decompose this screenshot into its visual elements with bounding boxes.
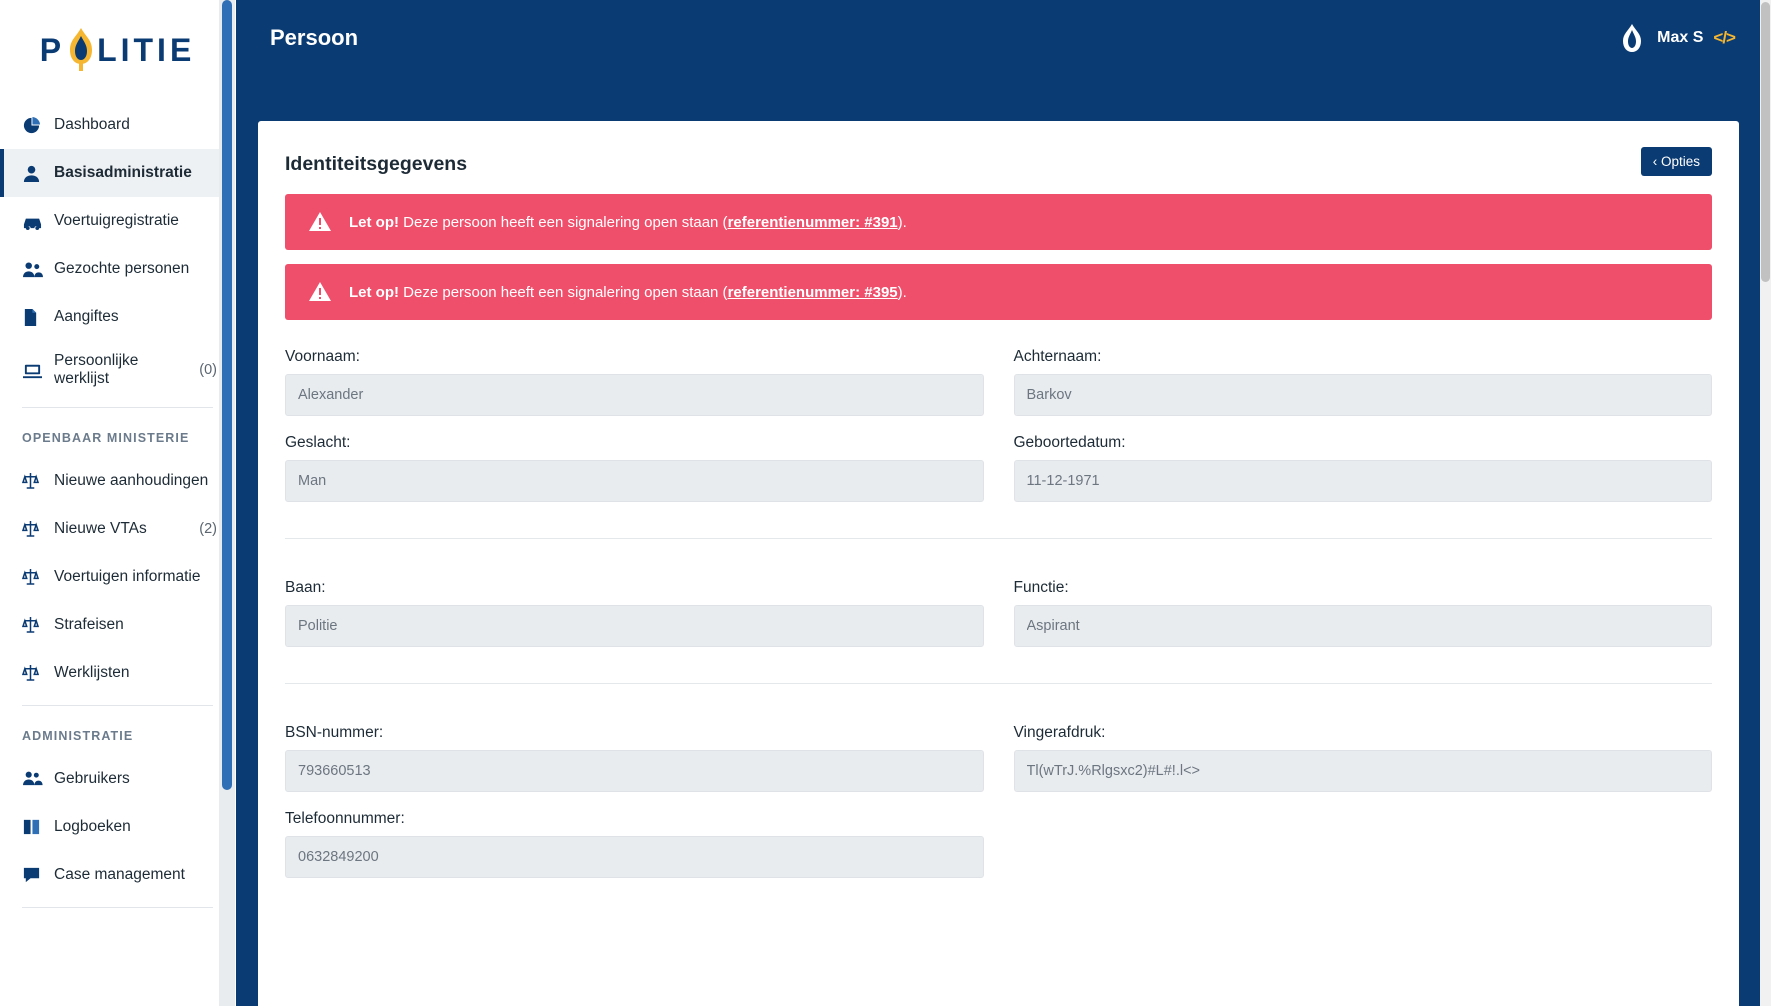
sidebar-item-logboeken[interactable] (0, 803, 235, 851)
alert-reference-link[interactable]: referentienummer: #395 (727, 283, 898, 301)
alert-text (349, 284, 907, 301)
sidebar-section-openbaar-ministerie: OPENBAAR MINISTERIE (22, 431, 190, 445)
sidebar-item-werklijsten[interactable] (0, 649, 235, 697)
page-scrollbar-thumb[interactable] (1761, 2, 1770, 282)
field-vingerafdruk (1014, 724, 1713, 792)
sidebar-item-gezochte-personen[interactable] (0, 245, 235, 293)
functie-input[interactable] (1014, 605, 1713, 647)
identity-card (258, 121, 1739, 1006)
bsn-input[interactable] (285, 750, 984, 792)
signalering-alert-395 (285, 264, 1712, 320)
logo-letters-litie: LITIE (97, 32, 196, 68)
sidebar-item-label: Voertuigen informatie (54, 567, 201, 585)
users-icon (22, 769, 48, 788)
fields-column-right (1014, 348, 1713, 520)
fields-column-left-2 (285, 579, 984, 665)
scales-icon (22, 663, 48, 682)
fields-column-left (285, 348, 984, 520)
sidebar-scrollbar[interactable] (219, 0, 235, 1006)
field-label-functie: Functie: (1013, 579, 1069, 596)
field-geslacht (285, 434, 984, 502)
field-achternaam (1014, 348, 1713, 416)
content-strip (236, 76, 1771, 1006)
sidebar-item-nieuwe-vtas[interactable] (0, 505, 235, 553)
alert-body: Deze persoon heeft een signalering open staan ( (399, 213, 728, 231)
fields-column-right-3 (1014, 724, 1713, 896)
geslacht-input[interactable] (285, 460, 984, 502)
sidebar-item-label: Dashboard (54, 116, 130, 134)
alert-strong: Let op! (349, 283, 399, 301)
scales-icon (22, 567, 48, 586)
field-telefoonnummer (285, 810, 984, 878)
field-functie (1014, 579, 1713, 647)
page-title: Persoon (270, 25, 359, 50)
field-label-bsn: BSN-nummer: (285, 724, 384, 741)
achternaam-input[interactable] (1014, 374, 1713, 416)
sidebar-item-label: Voertuigregistratie (54, 212, 179, 230)
alert-strong: Let op! (349, 213, 399, 231)
sidebar-section-administratie: ADMINISTRATIE (22, 728, 134, 743)
scales-icon (22, 519, 48, 538)
warning-icon (307, 279, 333, 305)
spacer-2 (285, 684, 1712, 710)
sidebar-divider-3 (22, 907, 213, 908)
main-region (236, 0, 1771, 1006)
field-baan (285, 579, 984, 647)
sidebar-scrollbar-thumb[interactable] (222, 0, 232, 790)
pie-chart-icon (22, 116, 48, 135)
sidebar-item-label: Gebruikers (54, 769, 130, 787)
field-geboortedatum (1014, 434, 1713, 502)
spacer-1 (285, 539, 1712, 565)
sidebar-item-count: (0) (199, 362, 217, 378)
sidebar-item-label: Aangiftes (54, 308, 119, 326)
identity-fields-group-2 (285, 565, 1712, 665)
flame-icon (66, 31, 96, 71)
field-label-telefoonnummer: Telefoonnummer: (285, 810, 405, 827)
fields-column-right-2 (1014, 579, 1713, 665)
telefoonnummer-input[interactable] (285, 836, 984, 878)
field-label-baan: Baan: (285, 579, 326, 596)
fields-column-left-3 (285, 724, 984, 896)
sidebar-item-label: Logboeken (54, 817, 131, 835)
logo-letter-p: P (39, 32, 66, 68)
book-icon (22, 817, 48, 836)
sidebar-item-label: Werklijsten (54, 663, 130, 681)
sidebar-item-persoonlijke-werklijst[interactable] (0, 341, 235, 399)
chat-icon (22, 865, 48, 884)
sidebar-item-basisadministratie[interactable] (0, 149, 235, 197)
sidebar-item-case-management[interactable] (0, 851, 235, 899)
sidebar-item-label: Persoonlijke werklijst (54, 352, 139, 387)
warning-icon (307, 209, 333, 235)
sidebar-item-label: Gezochte personen (54, 260, 190, 278)
alert-suffix: ). (897, 213, 907, 231)
geboortedatum-input[interactable] (1014, 460, 1713, 502)
field-label-achternaam: Achternaam: (1013, 348, 1102, 365)
politie-flame-icon (1617, 23, 1647, 53)
sidebar-item-dashboard[interactable] (0, 101, 235, 149)
alert-body: Deze persoon heeft een signalering open staan ( (399, 283, 728, 301)
vingerafdruk-input[interactable] (1014, 750, 1713, 792)
field-label-geslacht: Geslacht: (285, 434, 351, 451)
sidebar-item-count: (2) (199, 520, 217, 537)
alert-suffix: ). (897, 283, 907, 301)
voornaam-input[interactable] (285, 374, 984, 416)
field-voornaam (285, 348, 984, 416)
car-icon (22, 212, 48, 231)
options-button[interactable]: ‹ Opties (1641, 147, 1712, 176)
sidebar-item-label: Case management (54, 865, 185, 883)
people-search-icon (22, 260, 48, 279)
document-icon (22, 308, 48, 327)
baan-input[interactable] (285, 605, 984, 647)
alert-text (349, 214, 907, 231)
sidebar-item-voertuigregistratie[interactable] (0, 197, 235, 245)
sidebar-item-strafeisen[interactable] (0, 601, 235, 649)
sidebar-item-voertuigen-informatie[interactable] (0, 553, 235, 601)
identity-fields-group-3 (285, 710, 1712, 896)
logo-text (40, 31, 196, 71)
app-logo[interactable] (0, 0, 235, 95)
sidebar-item-label: Strafeisen (54, 615, 124, 633)
scales-icon (22, 615, 48, 634)
page-scrollbar[interactable] (1760, 0, 1771, 1006)
card-title: Identiteitsgegevens (285, 153, 468, 175)
laptop-icon (22, 361, 48, 380)
field-label-vingerafdruk: Vingerafdruk: (1013, 724, 1106, 741)
user-name: Max S (1657, 29, 1704, 46)
sidebar-item-label: Basisadministratie (54, 164, 192, 182)
user-code-badge: </> (1713, 28, 1735, 47)
sidebar-item-nieuwe-aanhoudingen[interactable] (0, 457, 235, 505)
person-icon (22, 164, 48, 183)
sidebar-nav-main (0, 95, 235, 908)
field-label-geboortedatum: Geboortedatum: (1013, 434, 1126, 451)
sidebar (0, 0, 236, 1006)
top-bar (236, 0, 1771, 76)
identity-fields-group-1 (285, 334, 1712, 520)
field-bsn (285, 724, 984, 792)
scales-icon (22, 471, 48, 490)
sidebar-item-label: Nieuwe VTAs (54, 519, 147, 537)
sidebar-item-label: Nieuwe aanhoudingen (54, 471, 209, 489)
card-header (285, 147, 1712, 194)
sidebar-item-aangiftes[interactable] (0, 293, 235, 341)
user-menu[interactable] (1617, 23, 1735, 53)
sidebar-item-gebruikers[interactable] (0, 755, 235, 803)
signalering-alert-391 (285, 194, 1712, 250)
field-label-voornaam: Voornaam: (285, 348, 360, 365)
alert-reference-link[interactable]: referentienummer: #391 (727, 213, 898, 231)
